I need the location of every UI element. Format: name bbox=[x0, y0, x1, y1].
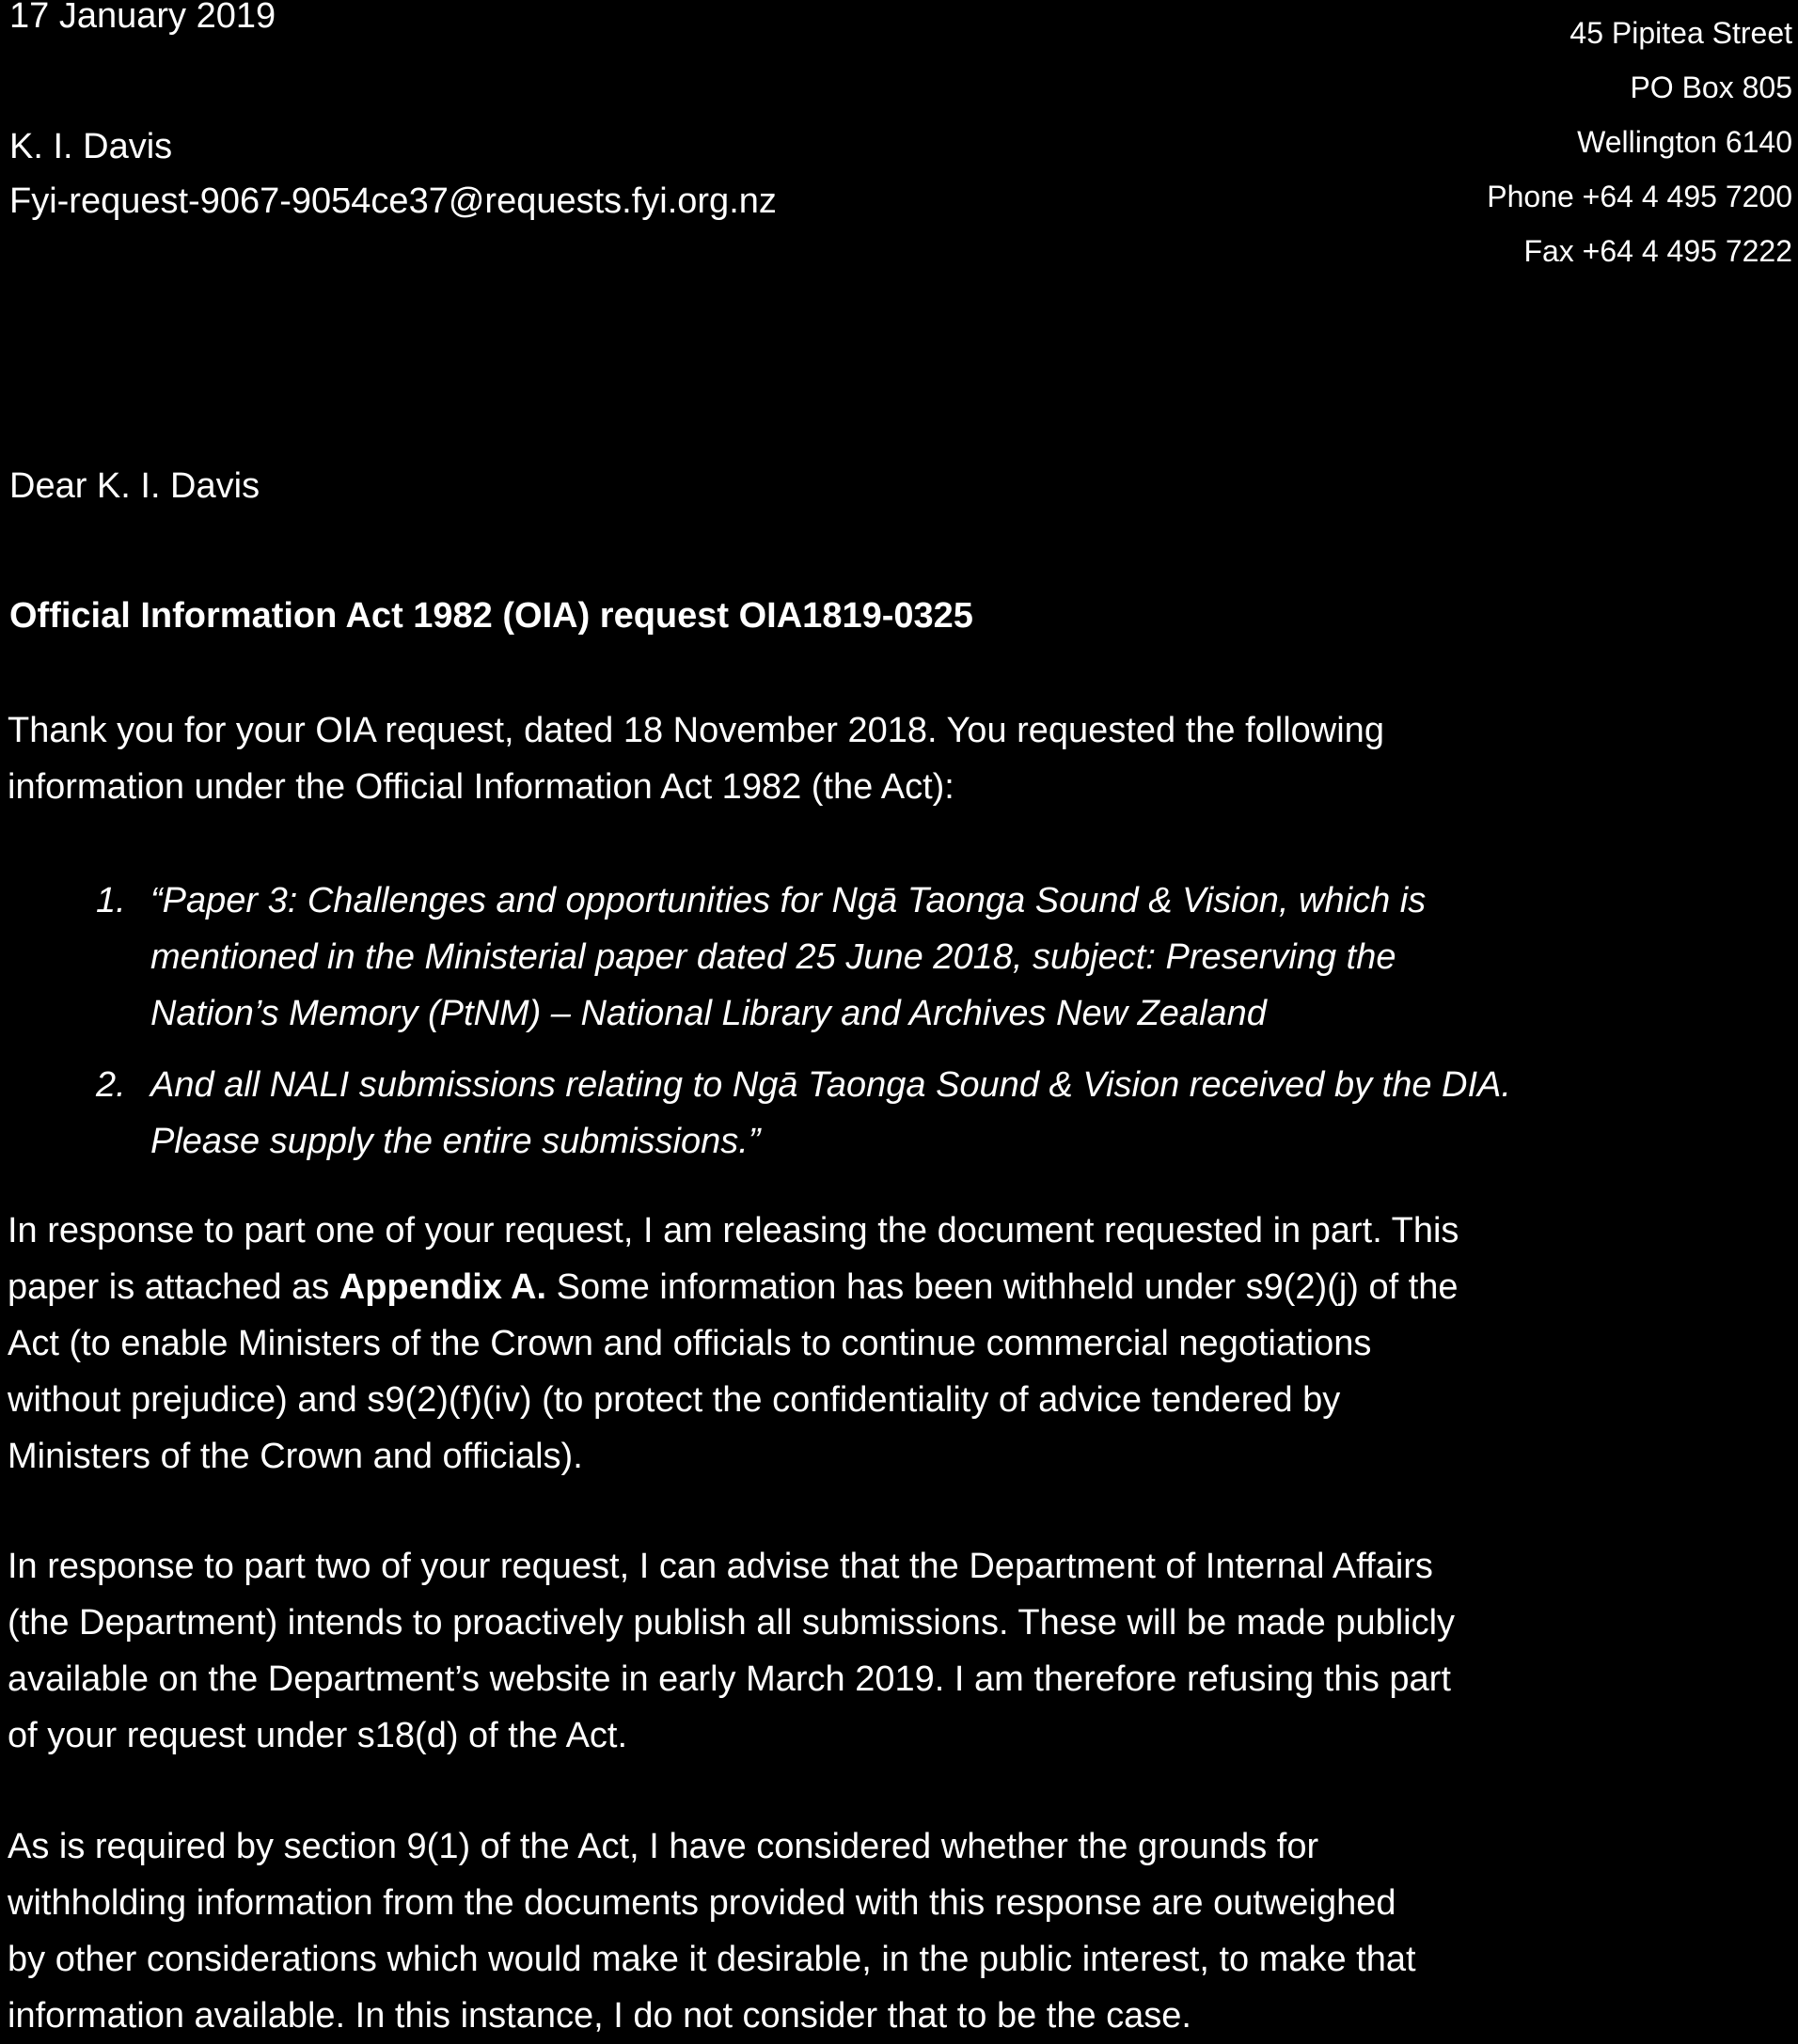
public-interest-line: information available. In this instance, I do not consider that to be the case. bbox=[8, 1996, 1191, 2036]
response-part-one-paragraph bbox=[8, 1203, 1790, 1485]
request-line: And all NALI submissions relating to Ngā Taonga Sound & Vision received by the DIA. bbox=[150, 1065, 1511, 1105]
intro-paragraph bbox=[8, 702, 1790, 815]
request-line: “Paper 3: Challenges and opportunities for Ngā Taonga Sound & Vision, which is bbox=[150, 881, 1427, 920]
response-line: Ministers of the Crown and officials). bbox=[8, 1437, 583, 1476]
response-text: Some information has been withheld under s9(2)(j) of the bbox=[546, 1267, 1459, 1307]
public-interest-line: withholding information from the documents provided with this response are outweighed bbox=[8, 1883, 1396, 1923]
address-street: 45 Pipitea Street bbox=[1569, 16, 1792, 50]
response-text: paper is attached as bbox=[8, 1267, 339, 1307]
response-line: In response to part two of your request, I can advise that the Department of Internal Affairs bbox=[8, 1547, 1433, 1586]
address-po-box: PO Box 805 bbox=[1630, 71, 1792, 104]
recipient-email: Fyi-request-9067-9054ce37@requests.fyi.org.nz bbox=[9, 181, 777, 221]
response-line: without prejudice) and s9(2)(f)(iv) (to protect the confidentiality of advice tendered by bbox=[8, 1380, 1341, 1420]
public-interest-line: by other considerations which would make it desirable, in the public interest, to make that bbox=[8, 1940, 1416, 1979]
public-interest-paragraph bbox=[8, 1818, 1790, 2044]
request-number: 1. bbox=[96, 881, 126, 920]
request-line: Nation’s Memory (PtNM) – National Library and Archives New Zealand bbox=[150, 994, 1267, 1033]
sender-address bbox=[1487, 6, 1792, 278]
request-list bbox=[0, 873, 1798, 1170]
response-line: of your request under s18(d) of the Act. bbox=[8, 1716, 628, 1755]
response-part-two-paragraph bbox=[8, 1538, 1790, 1764]
recipient-block bbox=[9, 119, 777, 228]
response-line: Act (to enable Ministers of the Crown and officials to continue commercial negotiations bbox=[8, 1324, 1372, 1363]
request-item bbox=[0, 873, 1798, 1042]
appendix-reference: Appendix A. bbox=[339, 1267, 547, 1307]
request-line: mentioned in the Ministerial paper dated 25 June 2018, subject: Preserving the bbox=[150, 937, 1396, 977]
public-interest-line: As is required by section 9(1) of the Act, I have considered whether the grounds for bbox=[8, 1827, 1319, 1866]
intro-line: Thank you for your OIA request, dated 18 November 2018. You requested the following bbox=[8, 711, 1384, 750]
address-phone: Phone +64 4 495 7200 bbox=[1487, 180, 1792, 213]
request-line: Please supply the entire submissions.” bbox=[150, 1122, 761, 1161]
address-fax: Fax +64 4 495 7222 bbox=[1523, 234, 1792, 268]
recipient-name: K. I. Davis bbox=[9, 127, 173, 166]
intro-line: information under the Official Information Act 1982 (the Act): bbox=[8, 767, 954, 807]
response-line: available on the Department’s website in early March 2019. I am therefore refusing this part bbox=[8, 1659, 1451, 1699]
request-number: 2. bbox=[96, 1065, 126, 1105]
salutation: Dear K. I. Davis bbox=[9, 466, 260, 506]
subject-heading: Official Information Act 1982 (OIA) request OIA1819-0325 bbox=[9, 596, 973, 636]
response-line bbox=[8, 1259, 1790, 1315]
response-line: In response to part one of your request, I am releasing the document requested in part. This bbox=[8, 1211, 1459, 1250]
letter-date: 17 January 2019 bbox=[9, 0, 276, 36]
response-line: (the Department) intends to proactively publish all submissions. These will be made publicly bbox=[8, 1603, 1456, 1643]
address-city: Wellington 6140 bbox=[1577, 125, 1792, 159]
request-item bbox=[0, 1057, 1798, 1170]
